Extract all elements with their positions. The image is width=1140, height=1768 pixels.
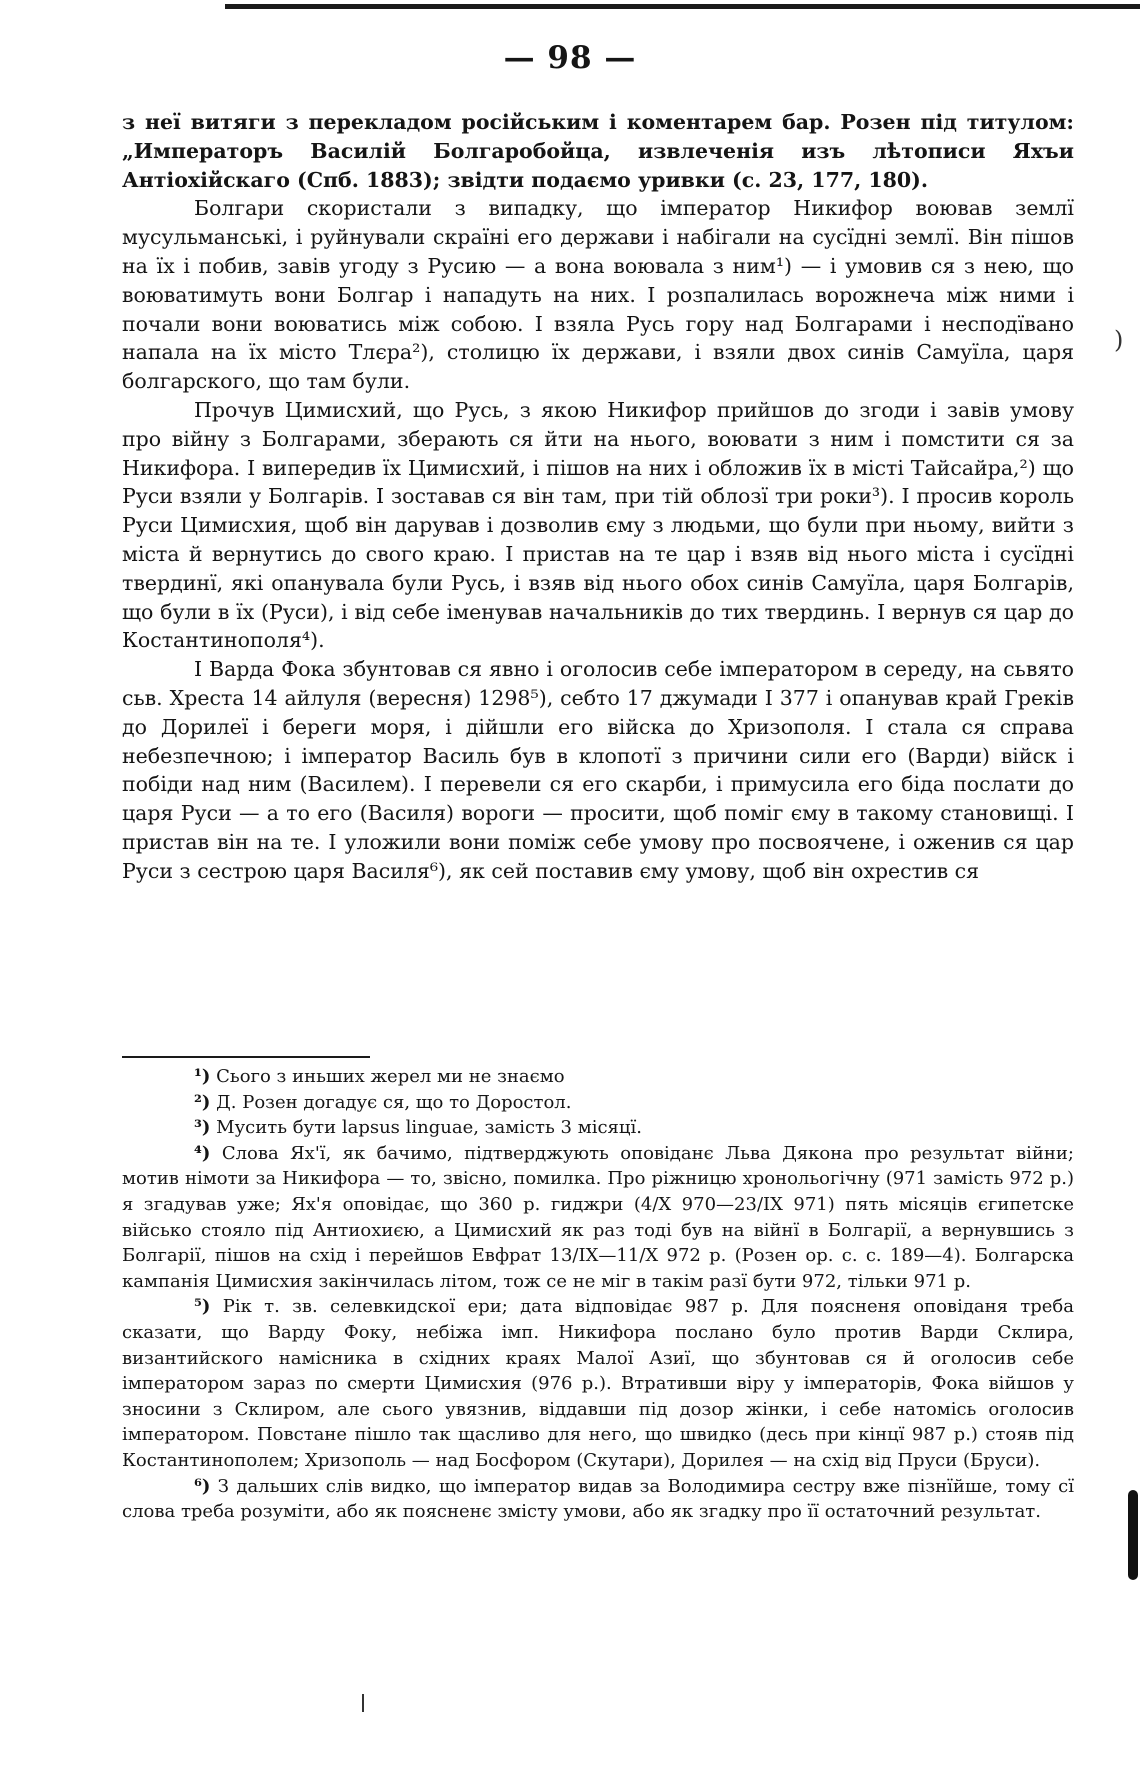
footnote-mark: ¹) bbox=[194, 1066, 211, 1087]
top-rule bbox=[225, 4, 1140, 9]
scan-edge-mark bbox=[1128, 1490, 1138, 1580]
main-text bbox=[122, 108, 1074, 886]
footnote-text: Рік т. зв. селевкидскої ери; дата відповідає 987 р. Для поясненя оповіданя треба сказати, що Варду Фоку, небіжа імп. Никифора послано було против Варди Склира, византийского намісника в східних краях Малої Азиї, що збунтовав ся й оголосив себе імператором зараз по смерти Цимисхия (976 р.). Втративши віру у імператорів, Фока війшов у зносини з Склиром, але сього увязнив, віддавши під дозор жінки, і себе натомісь оголосив імператором. Повстане пішло так щасливо для него, що швидко (десь при кінцї 987 р.) стояв під Костантинополем; Хризополь — над Босфором (Скутари), Дорилея — на схід від Пруси (Бруси). bbox=[122, 1296, 1074, 1471]
footnote-mark: ³) bbox=[194, 1117, 211, 1139]
footnote-5 bbox=[122, 1294, 1074, 1473]
footnote-text: Д. Розен догадує ся, що то Доростол. bbox=[216, 1091, 572, 1113]
footnote-text: Мусить бути lapsus linguae, замість 3 місяцї. bbox=[216, 1117, 642, 1139]
footnotes bbox=[122, 1064, 1074, 1525]
footnote-3 bbox=[122, 1115, 1074, 1141]
footnote-divider bbox=[122, 1056, 370, 1058]
footnote-1 bbox=[122, 1064, 1074, 1090]
paragraph-3: Прочув Цимисхий, що Русь, з якою Никифор прийшов до згоди і завів умову про війну з Болгарами, зберають ся йти на нього, воювати з ним і помстити ся за Никифора. І випередив їх Цимисхий, і пішов на них і обложив їх в місті Тайсайра,²) що Руси взяли у Болгарів. І зоставав ся він там, при тій облозї три роки³). І просив король Руси Цимисхия, щоб він дарував і дозволив єму з людьми, що були при ньому, вийти з міста й вернутись до свого краю. І пристав на те цар і взяв від нього міста і сусїдні твердинї, які опанувала були Русь, і взяв від нього обох синів Самуїла, царя Болгарів, що були в їх (Руси), і від себе іменував начальників до тих твердинь. І вернув ся цар до Костантинополя⁴). bbox=[122, 397, 1074, 653]
footnote-text: З дальших слів видко, що імператор видав за Володимира сестру вже пізнїйше, тому сї слова треба розуміти, або як поясненє змісту умови, або як згадку про її остаточний результат. bbox=[122, 1475, 1074, 1523]
footnote-text: Слова Ях'ї, як бачимо, підтверджують оповіданє Льва Дякона про результат війни; мотив німоти за Никифора — то, звісно, помилка. Про ріжницю хронольогічну (971 замість 972 р.) я згадував уже; Ях'я оповідає, що 360 р. гиджри (4/X 970—23/IX 971) пять місяців єгипетске військо стояло під Антиохиєю, а Цимисхий як раз тоді був на війнї в Болгарії, а вернувшись з Болгарії, пішов на схід і перейшов Евфрат 13/IX—11/X 972 р. (Розен ор. с. с. 189—4). Болгарска кампанія Цимисхия закінчилась літом, тож се не міг в такім разї бути 972, тільки 971 р. bbox=[122, 1142, 1074, 1292]
footnote-text: Сього з иньших жерел ми не знаємо bbox=[216, 1066, 565, 1087]
footnote-mark: ⁶) bbox=[194, 1475, 211, 1497]
footnote-6 bbox=[122, 1474, 1074, 1525]
footnote-mark: ⁵) bbox=[194, 1296, 211, 1318]
footnote-4 bbox=[122, 1141, 1074, 1295]
paragraph-2: Болгари скористали з випадку, що імператор Никифор воював землї мусульманські, і руйнували скраїні его держави і набігали на сусїдні землї. Він пішов на їх і побив, завів угоду з Русию — а вона воювала з ним¹) — і умовив ся з нею, що воюватимуть вони Болгар і нападуть на них. І розпалилась ворожнеча між ними і почали вони воюватись між собою. І взяла Русь гору над Болгарами і несподївано напала на їх місто Тлєра²), столицю їх держави, і взяли двох синів Самуїла, царя болгарского, що там були. bbox=[122, 196, 1074, 394]
scan-tick-mark bbox=[362, 1694, 364, 1712]
paragraph-1: з неї витяги з перекладом російським і коментарем бар. Розен під титулом: „Императоръ Василій Болгаробойца, извлеченія изъ лѣтописи Яхъи Антіохійскаго (Спб. 1883); звідти подаємо уривки (с. 23, 177, 180). bbox=[122, 110, 1074, 192]
footnote-2 bbox=[122, 1090, 1074, 1116]
page-number: — 98 — bbox=[503, 40, 637, 76]
paragraph-4: І Варда Фока збунтовав ся явно і оголосив себе імператором в середу, на сьвято сьв. Хреста 14 айлуля (вересня) 1298⁵), себто 17 джумади І 377 і опанував край Греків до Дорилеї і береги моря, і дійшли его війска до Хризополя. І стала ся справа небезпечною; і імператор Василь був в клопотї з причини сили его (Варди) війск і побіди над ним (Василем). І перевели ся его скарби, і примусила его біда послати до царя Руси — а то его (Василя) вороги — просити, щоб поміг єму в такому становищі. І пристав він на те. І уложили вони поміж себе умову про посвоячене, і оженив ся цар Руси з сестрою царя Василя⁶), як сей поставив єму умову, щоб він охрестив ся bbox=[122, 657, 1074, 883]
footnote-mark: ²) bbox=[194, 1091, 211, 1113]
margin-bracket: ) bbox=[1114, 326, 1124, 354]
footnote-mark: ⁴) bbox=[194, 1142, 211, 1164]
